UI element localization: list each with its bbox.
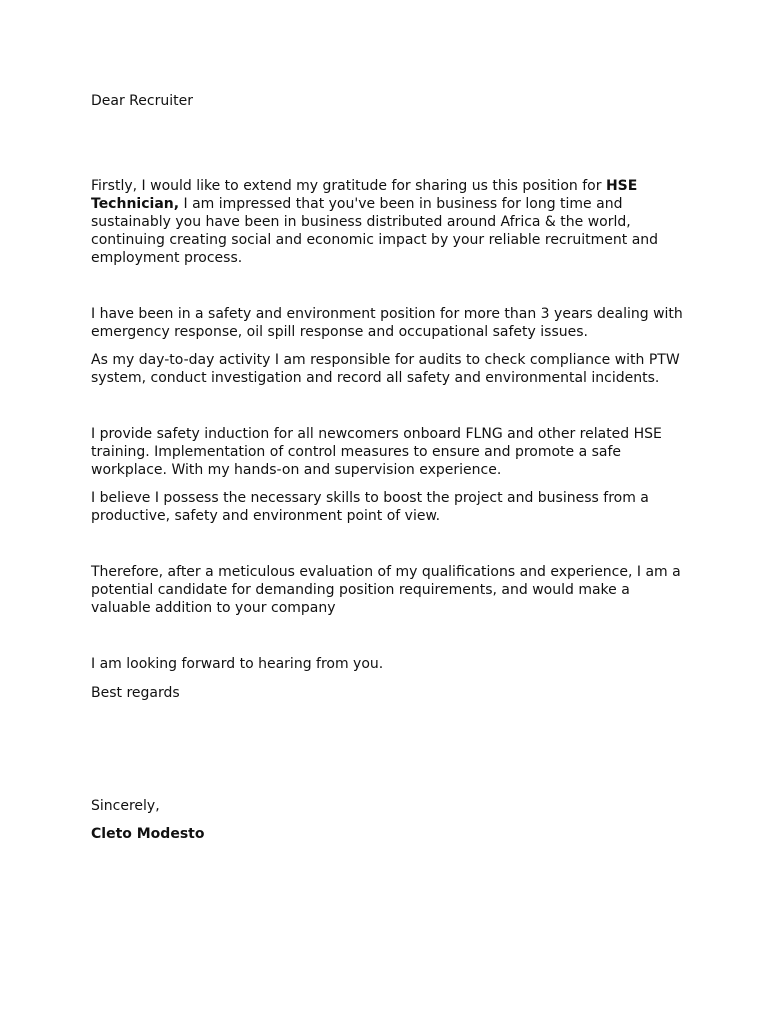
paragraph-conclusion: Therefore, after a meticulous evaluation of my qualifications and experience, I am a potential candidate for demanding position requirements, and would make a valuable addition to your company bbox=[91, 564, 681, 616]
position-title: HSE Technician, bbox=[91, 178, 638, 212]
paragraph-experience: I have been in a safety and environment position for more than 3 years dealing with emergency response, oil spill response and occupational safety issues. bbox=[91, 306, 683, 340]
signature-name: Cleto Modesto bbox=[91, 826, 205, 842]
paragraph-intro bbox=[91, 177, 691, 267]
paragraph-looking-forward: I am looking forward to hearing from you. bbox=[91, 656, 384, 672]
best-regards: Best regards bbox=[91, 685, 180, 701]
greeting: Dear Recruiter bbox=[91, 93, 193, 109]
paragraph-skills: I believe I possess the necessary skills to boost the project and business from a productive, safety and environment point of view. bbox=[91, 490, 649, 524]
closing: Sincerely, bbox=[91, 798, 160, 814]
intro-text-start: Firstly, I would like to extend my gratitude for sharing us this position for bbox=[91, 178, 606, 194]
paragraph-training: I provide safety induction for all newcomers onboard FLNG and other related HSE training. Implementation of control measures to ensure and promote a safe workplace. With my hands-on and supervision experience. bbox=[91, 426, 662, 478]
paragraph-responsibilities: As my day-to-day activity I am responsible for audits to check compliance with PTW system, conduct investigation and record all safety and environmental incidents. bbox=[91, 352, 680, 386]
intro-text-end: I am impressed that you've been in business for long time and sustainably you have been in business distributed around Africa & the world, continuing creating social and economic impact by your reliable recruitment and employment process. bbox=[91, 196, 659, 266]
